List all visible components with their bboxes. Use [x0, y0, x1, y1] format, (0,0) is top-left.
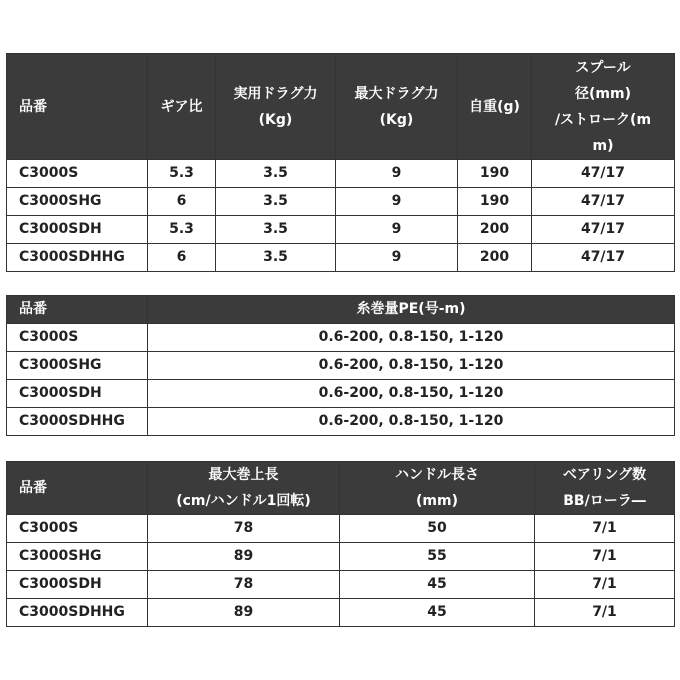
cell-model: C3000SDHHG — [7, 244, 148, 272]
cell-practical-drag: 3.5 — [216, 188, 336, 216]
cell-spool: 47/17 — [532, 188, 675, 216]
table-row — [7, 160, 675, 188]
table-row — [7, 380, 675, 408]
cell-gear-ratio: 6 — [148, 244, 216, 272]
cell-weight: 200 — [458, 244, 532, 272]
cell-weight: 190 — [458, 160, 532, 188]
cell-practical-drag: 3.5 — [216, 160, 336, 188]
header-practical-drag: 実用ドラグ力 (Kg) — [216, 54, 336, 160]
table-row — [7, 408, 675, 436]
table-header-row — [7, 54, 675, 160]
cell-handle-length: 45 — [340, 571, 535, 599]
header-spool: スプール 径(mm) /ストローク(m m) — [532, 54, 675, 160]
table-row — [7, 352, 675, 380]
cell-weight: 190 — [458, 188, 532, 216]
cell-max-drag: 9 — [336, 188, 458, 216]
cell-practical-drag: 3.5 — [216, 216, 336, 244]
table-row — [7, 244, 675, 272]
table-row — [7, 543, 675, 571]
cell-handle-length: 50 — [340, 515, 535, 543]
cell-max-retrieve: 78 — [148, 515, 340, 543]
cell-bearings: 7/1 — [535, 599, 675, 627]
cell-model: C3000S — [7, 515, 148, 543]
cell-max-drag: 9 — [336, 244, 458, 272]
table-row — [7, 188, 675, 216]
cell-weight: 200 — [458, 216, 532, 244]
cell-model: C3000SDH — [7, 380, 148, 408]
table-row — [7, 571, 675, 599]
cell-model: C3000SDH — [7, 216, 148, 244]
header-model: 品番 — [7, 296, 148, 324]
cell-gear-ratio: 5.3 — [148, 160, 216, 188]
cell-line-capacity: 0.6-200, 0.8-150, 1-120 — [148, 380, 675, 408]
cell-model: C3000SHG — [7, 188, 148, 216]
cell-line-capacity: 0.6-200, 0.8-150, 1-120 — [148, 408, 675, 436]
table-row — [7, 324, 675, 352]
cell-model: C3000S — [7, 324, 148, 352]
table-header-row — [7, 462, 675, 515]
cell-model: C3000SDHHG — [7, 408, 148, 436]
cell-model: C3000S — [7, 160, 148, 188]
table-row — [7, 599, 675, 627]
spec-table — [6, 53, 675, 272]
header-model: 品番 — [7, 54, 148, 160]
cell-model: C3000SDH — [7, 571, 148, 599]
table-row — [7, 515, 675, 543]
header-gear-ratio: ギア比 — [148, 54, 216, 160]
cell-spool: 47/17 — [532, 216, 675, 244]
header-handle-length: ハンドル長さ (mm) — [340, 462, 535, 515]
cell-max-drag: 9 — [336, 216, 458, 244]
cell-max-drag: 9 — [336, 160, 458, 188]
cell-spool: 47/17 — [532, 244, 675, 272]
table-row — [7, 216, 675, 244]
cell-model: C3000SDHHG — [7, 599, 148, 627]
cell-max-retrieve: 89 — [148, 543, 340, 571]
cell-max-retrieve: 78 — [148, 571, 340, 599]
header-bearings: ベアリング数 BB/ローラ― — [535, 462, 675, 515]
cell-bearings: 7/1 — [535, 571, 675, 599]
header-max-retrieve: 最大巻上長 (cm/ハンドル1回転) — [148, 462, 340, 515]
cell-handle-length: 45 — [340, 599, 535, 627]
cell-practical-drag: 3.5 — [216, 244, 336, 272]
cell-line-capacity: 0.6-200, 0.8-150, 1-120 — [148, 352, 675, 380]
cell-spool: 47/17 — [532, 160, 675, 188]
cell-gear-ratio: 6 — [148, 188, 216, 216]
cell-model: C3000SHG — [7, 543, 148, 571]
cell-gear-ratio: 5.3 — [148, 216, 216, 244]
retrieve-table — [6, 461, 675, 627]
cell-bearings: 7/1 — [535, 543, 675, 571]
cell-line-capacity: 0.6-200, 0.8-150, 1-120 — [148, 324, 675, 352]
header-max-drag: 最大ドラグ力 (Kg) — [336, 54, 458, 160]
table-header-row — [7, 296, 675, 324]
cell-handle-length: 55 — [340, 543, 535, 571]
header-model: 品番 — [7, 462, 148, 515]
cell-model: C3000SHG — [7, 352, 148, 380]
cell-max-retrieve: 89 — [148, 599, 340, 627]
header-weight: 自重(g) — [458, 54, 532, 160]
line-capacity-table — [6, 295, 675, 436]
cell-bearings: 7/1 — [535, 515, 675, 543]
header-line-capacity: 糸巻量PE(号-m) — [148, 296, 675, 324]
